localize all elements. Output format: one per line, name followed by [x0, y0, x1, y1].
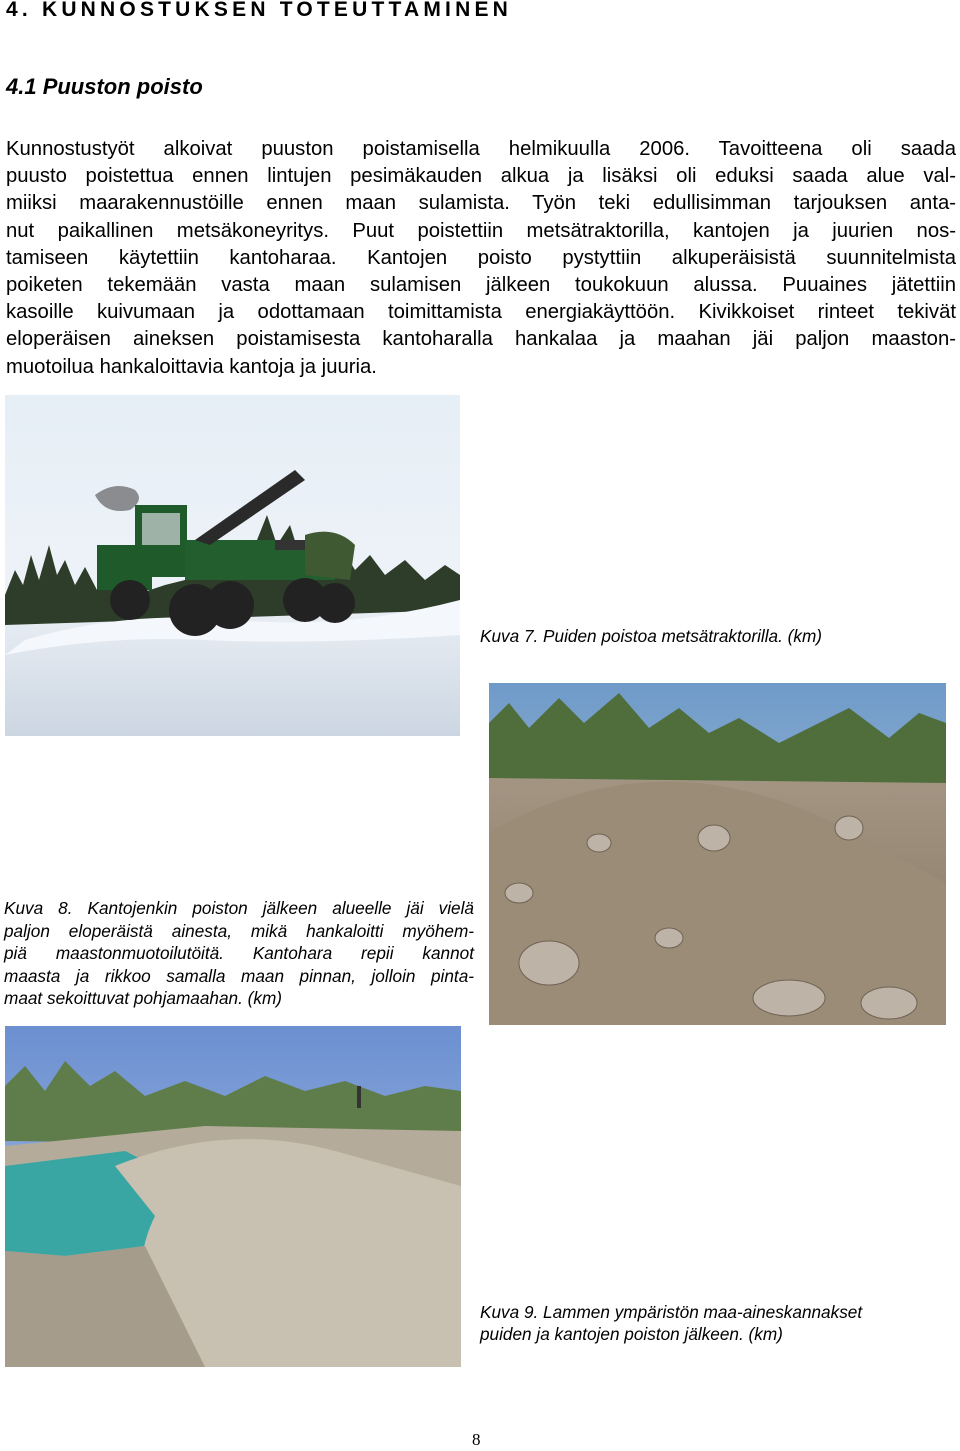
caption-line: puiden ja kantojen poiston jälkeen. (km) [480, 1324, 783, 1344]
body-line: poiketen tekemään vasta maan sulamisen jälkeen toukokuun alussa. Puuaines jätettiin [6, 273, 956, 296]
chapter-heading: 4. KUNNOSTUKSEN TOTEUTTAMINEN [6, 0, 513, 21]
body-line: puusto poistettua ennen lintujen pesimäkauden alkua ja lisäksi oli eduksi saada alue val- [6, 165, 956, 188]
caption-line: maat sekoittuvat pohjamaahan. (km) [4, 988, 282, 1008]
photo-pond-surroundings [5, 1026, 461, 1367]
photo-stump-removal-area [489, 683, 946, 1025]
body-line: muotoilua hankaloittavia kantoja ja juuria. [6, 355, 377, 378]
body-line: nut paikallinen metsäkoneyritys. Puut poistettiin metsätraktorilla, kantojen ja juurien nos- [6, 219, 956, 242]
body-paragraph [6, 136, 956, 381]
page-number: 8 [472, 1430, 481, 1449]
figure-caption-8 [4, 897, 474, 1010]
body-line: eloperäisen aineksen poistamisesta kantoharalla hankalaa ja maahan jäi paljon maaston- [6, 328, 956, 351]
body-line: miiksi maarakennustöille ennen maan sulamista. Työn teki edullisimman tarjouksen anta- [6, 192, 956, 215]
body-line: Kunnostustyöt alkoivat puuston poistamisella helmikuulla 2006. Tavoitteena oli saada [6, 138, 956, 160]
caption-line: piä maastonmuotoilutöitä. Kantohara repii kannot [4, 943, 474, 963]
caption-line: maasta ja rikkoo samalla maan pinnan, jolloin pinta- [4, 965, 474, 986]
photo-forest-tractor [5, 395, 460, 736]
caption-line: Kuva 8. Kantojenkin poiston jälkeen alueelle jäi vielä [4, 898, 474, 918]
section-heading: 4.1 Puuston poisto [6, 74, 203, 99]
body-line: kasoille kuivumaan ja odottamaan toimittamista energiakäyttöön. Kivikkoiset rinteet tekivät [6, 301, 956, 324]
caption-line: Kuva 9. Lammen ympäristön maa-aineskannakset [480, 1302, 863, 1322]
body-line: tamiseen käytettiin kantoharaa. Kantojen poisto pystyttiin alkuperäisistä suunnitelmista [6, 246, 956, 269]
figure-caption-9 [480, 1301, 862, 1345]
figure-caption-7: Kuva 7. Puiden poistoa metsätraktorilla. (km) [480, 626, 822, 646]
caption-line: paljon eloperäistä ainesta, mikä hankaloitti myöhem- [4, 920, 474, 941]
